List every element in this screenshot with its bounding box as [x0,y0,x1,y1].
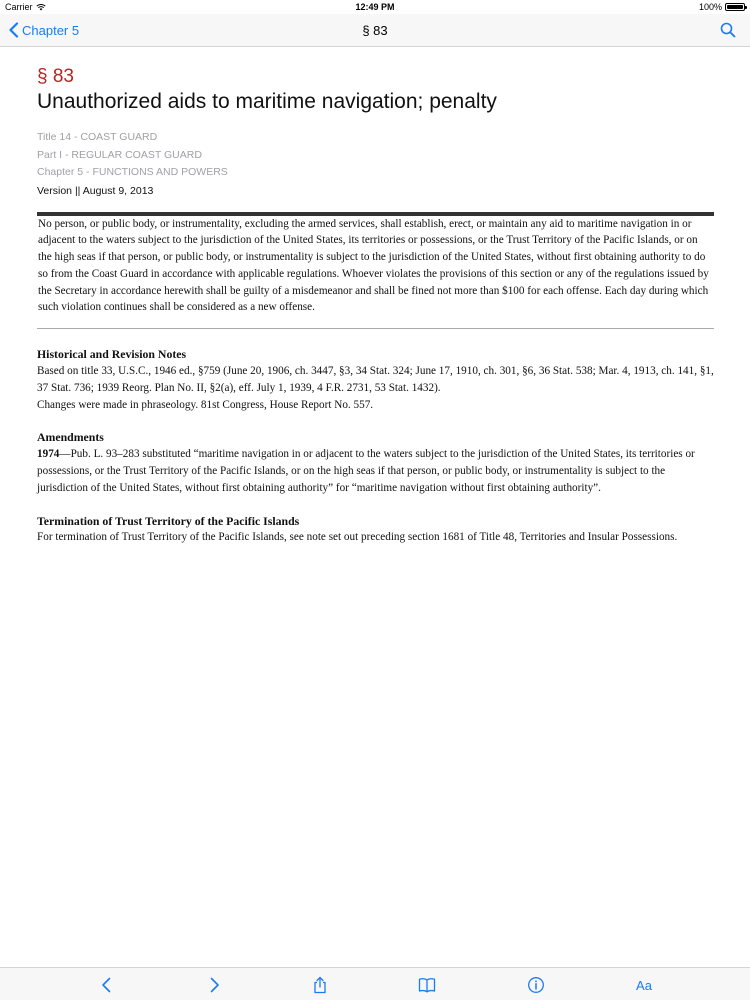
breadcrumb-title[interactable]: Title 14 - COAST GUARD [37,131,158,143]
font-size-button[interactable] [631,975,657,995]
breadcrumb-part[interactable]: Part I - REGULAR COAST GUARD [37,148,202,161]
historical-notes-paragraph: Based on title 33, U.S.C., 1946 ed., §759 (June 20, 1906, ch. 3447, §3, 34 Stat. 324; June 17, 1910, ch. 301, §6, 36 Stat. 538; Mar. 4, 1913, ch. 141, §1, 37 Stat. 736; 1939 Reorg. Plan No. II, §2(a), eff. July 1, 1939, 4 F.R. 2731, 53 Stat. 1432). [37,365,714,394]
termination-paragraph: For termination of Trust Territory of the Pacific Islands, see note set out preceding section 1681 of Title 48, Territories and Insular Possessions. [37,531,678,544]
historical-notes-heading: Historical and Revision Notes [37,347,187,362]
amendment-paragraph [37,446,714,496]
navigation-bar [0,14,750,47]
battery-icon [725,3,745,11]
battery-indicator [699,2,745,12]
font-size-label: Aa [636,977,652,993]
notes-divider [37,328,714,329]
status-time: 12:49 PM [355,2,395,12]
bookmark-button[interactable] [417,975,437,995]
next-button[interactable] [204,975,224,995]
chevron-left-icon [98,976,116,994]
section-body: No person, or public body, or instrumentality, excluding the armed services, shall establish, erect, or maintain any aid to maritime navigation in or adjacent to the waters subject to the jurisdiction of the United States, its territories or possessions, or the Trust Territory of the Pacific Islands, or on the high seas if that person, or public body, or instrumentality is subject to the jurisdiction of the United States, without first obtaining authority to do so from the Coast Guard in accordance with applicable regulations. Whoever violates the provisions of this section or any of the regulations issued by the Secretary in accordance herewith shall be guilty of a misdemeanor and shall be fined not more than $100 for each offense. Each day during which such violation continues shall be considered as a new offense. [38,217,709,314]
breadcrumb [37,129,714,182]
amendment-text: —Pub. L. 93–283 substituted “maritime navigation in or adjacent to the waters subject to the jurisdiction of the United States, its territories or possessions, or the Trust Territory of the Pacific Islands, or on the high seas if that person, or public body, or instrumentality is subject to the jurisdiction of the United States, without first obtaining authority” for “maritime navigation without first obtaining authority”. [37,448,695,494]
termination-heading: Termination of Trust Territory of the Pacific Islands [37,513,300,528]
amendments-heading: Amendments [37,430,104,445]
info-button[interactable] [526,975,546,995]
section-number: § 83 [37,66,74,87]
share-button[interactable] [310,975,330,995]
battery-percent: 100% [698,2,722,12]
back-button-label: Chapter 5 [22,22,80,38]
version-label: Version || August 9, 2013 [37,184,154,197]
article-content [37,66,714,546]
nav-title: § 83 [362,23,388,38]
share-icon [311,976,329,994]
search-icon[interactable] [720,22,736,38]
book-icon [418,976,436,994]
page-title: Unauthorized aids to maritime navigation; penalty [37,90,497,113]
breadcrumb-chapter[interactable]: Chapter 5 - FUNCTIONS AND POWERS [37,166,228,178]
previous-button[interactable] [97,975,117,995]
bottom-toolbar [0,967,750,1000]
info-icon [527,976,545,994]
chevron-right-icon [205,976,223,994]
historical-notes-paragraph-2: Changes were made in phraseology. 81st Congress, House Report No. 557. [37,398,374,411]
status-bar [0,0,750,14]
amendment-year: 1974 [37,448,60,461]
carrier-label: Carrier [5,2,33,12]
